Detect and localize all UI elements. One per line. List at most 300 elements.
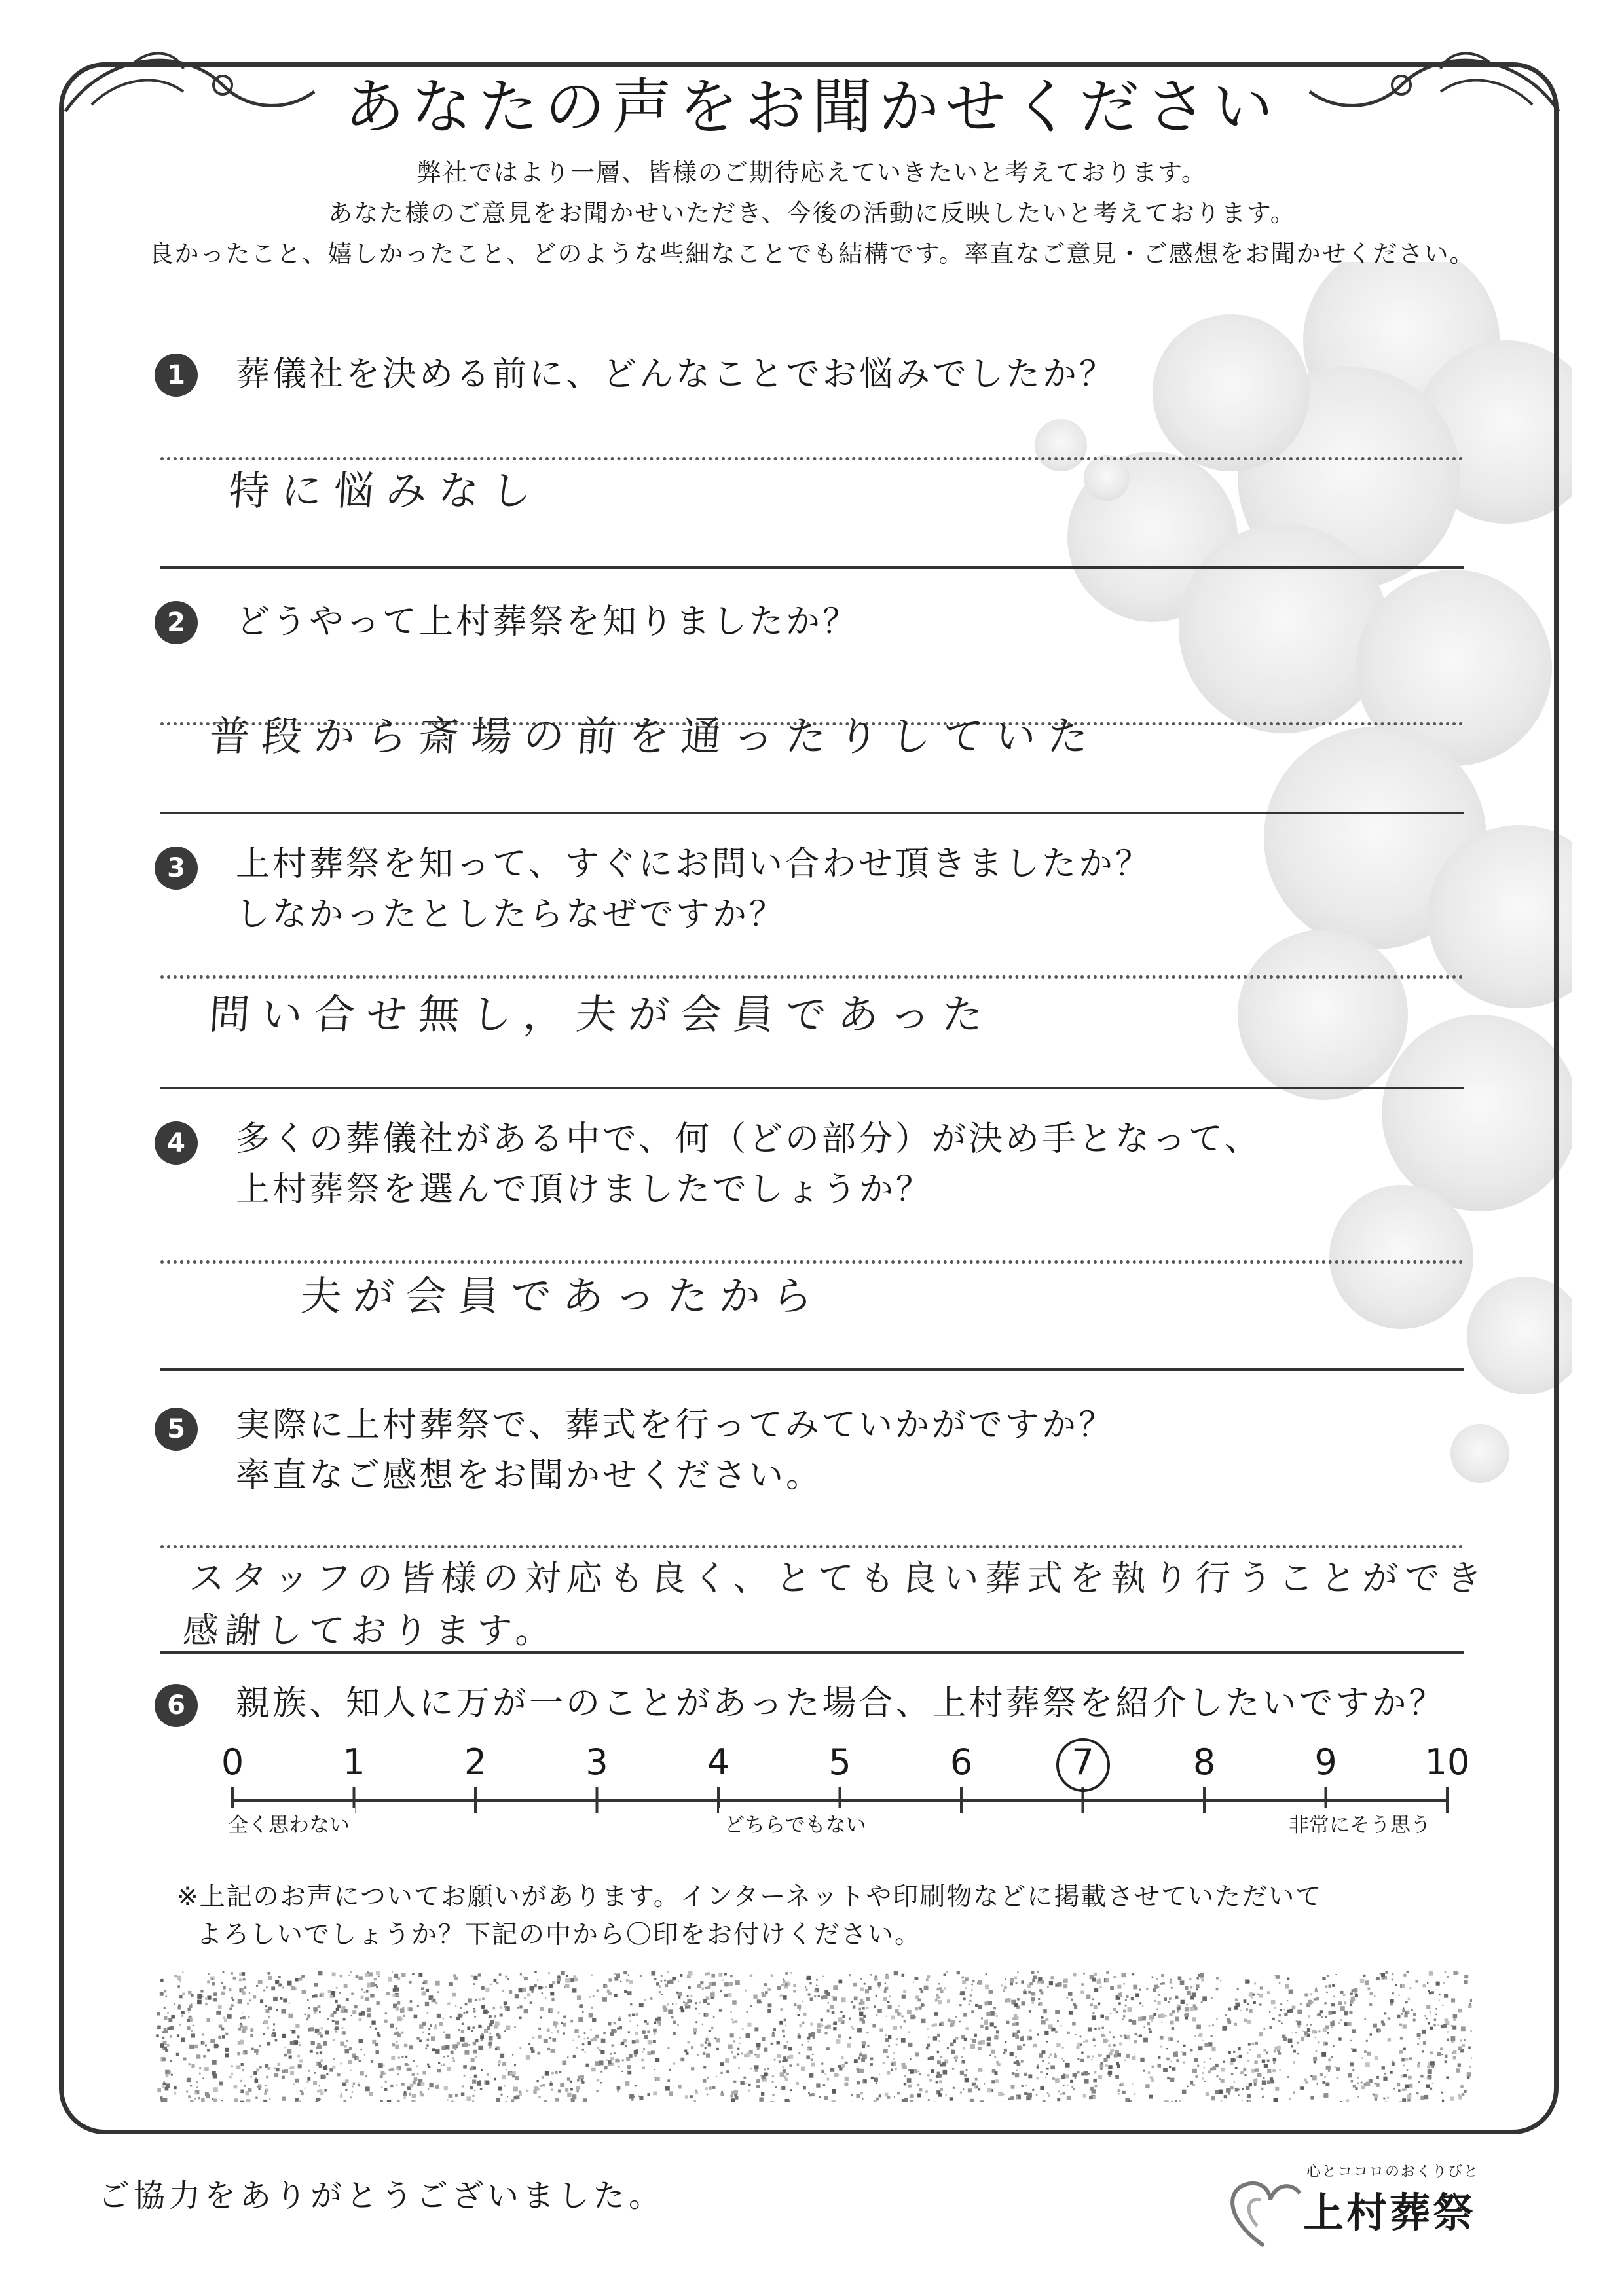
noise-speck xyxy=(618,2066,620,2068)
noise-speck xyxy=(205,2003,208,2005)
noise-speck xyxy=(517,2007,519,2009)
noise-speck xyxy=(393,1988,396,1992)
noise-speck xyxy=(1063,1984,1067,1988)
noise-speck xyxy=(889,1995,890,1997)
scale-label-left: 全く思わない xyxy=(223,1808,355,1838)
noise-speck xyxy=(910,2069,914,2074)
noise-speck xyxy=(449,2094,453,2098)
noise-speck xyxy=(827,2009,830,2012)
noise-speck xyxy=(213,1992,217,1996)
noise-speck xyxy=(187,2026,191,2030)
noise-speck xyxy=(282,2034,286,2038)
noise-speck xyxy=(1063,2073,1065,2075)
noise-speck xyxy=(600,2071,602,2073)
noise-speck xyxy=(166,2074,168,2077)
noise-speck xyxy=(473,2026,475,2028)
noise-speck xyxy=(333,1995,335,1997)
noise-speck xyxy=(567,2077,570,2080)
noise-speck xyxy=(423,1982,425,1984)
noise-speck xyxy=(1123,2010,1126,2013)
noise-speck xyxy=(342,2027,344,2029)
noise-speck xyxy=(283,1999,287,2003)
noise-speck xyxy=(1402,2098,1406,2102)
noise-speck xyxy=(1032,1979,1035,1982)
noise-speck xyxy=(939,1987,942,1990)
noise-speck xyxy=(371,2021,375,2025)
noise-speck xyxy=(183,2058,187,2061)
noise-speck xyxy=(516,2095,520,2099)
noise-speck xyxy=(1177,2005,1180,2007)
noise-speck xyxy=(1061,2058,1063,2059)
noise-speck xyxy=(582,2043,585,2046)
noise-speck xyxy=(304,2014,306,2016)
noise-speck xyxy=(532,2037,534,2039)
noise-speck xyxy=(494,1979,497,1982)
noise-speck xyxy=(163,2083,166,2086)
noise-speck xyxy=(1325,2016,1327,2018)
noise-speck xyxy=(955,2056,959,2060)
noise-speck xyxy=(311,2041,315,2045)
noise-speck xyxy=(496,2098,500,2102)
noise-speck xyxy=(319,2085,320,2086)
scale-number-1[interactable]: 1 xyxy=(342,1741,365,1783)
noise-speck xyxy=(278,2063,281,2066)
noise-speck xyxy=(1439,1999,1440,2001)
noise-speck xyxy=(771,1974,773,1977)
noise-speck xyxy=(1402,2009,1405,2012)
noise-speck xyxy=(1246,1980,1249,1983)
noise-speck xyxy=(482,1997,485,2000)
noise-speck xyxy=(762,2037,765,2041)
noise-speck xyxy=(1382,2066,1385,2069)
noise-speck xyxy=(358,1976,363,1980)
noise-speck xyxy=(489,2046,491,2049)
noise-speck xyxy=(1083,2094,1086,2097)
noise-speck xyxy=(618,2018,621,2021)
noise-speck xyxy=(803,2013,807,2016)
noise-speck xyxy=(963,1998,966,2001)
noise-speck xyxy=(1389,2018,1390,2019)
noise-speck xyxy=(821,2063,823,2065)
noise-speck xyxy=(551,2089,553,2091)
noise-speck xyxy=(425,2002,429,2006)
scale-number-5[interactable]: 5 xyxy=(828,1741,851,1783)
noise-speck xyxy=(962,1977,965,1979)
noise-speck xyxy=(984,2020,988,2025)
noise-speck xyxy=(1253,2001,1256,2004)
noise-speck xyxy=(822,2071,825,2073)
noise-speck xyxy=(1113,2008,1116,2011)
noise-speck xyxy=(1043,2011,1044,2013)
noise-speck xyxy=(969,2000,971,2002)
noise-speck xyxy=(1335,1974,1337,1975)
noise-speck xyxy=(297,2055,300,2058)
noise-speck xyxy=(944,1974,946,1976)
noise-speck xyxy=(331,1991,335,1995)
noise-speck xyxy=(164,2007,166,2009)
company-tagline: 心とココロのおくりびと xyxy=(1306,2164,1480,2180)
noise-speck xyxy=(1274,2050,1276,2053)
noise-speck xyxy=(282,2076,285,2079)
noise-speck xyxy=(644,2020,647,2023)
noise-speck xyxy=(1431,1991,1434,1994)
noise-speck xyxy=(800,2024,802,2027)
noise-speck xyxy=(170,2035,172,2038)
noise-speck xyxy=(1006,1998,1010,2002)
noise-speck xyxy=(653,2092,657,2096)
noise-speck xyxy=(301,2092,304,2096)
noise-speck xyxy=(1016,2022,1019,2025)
noise-speck xyxy=(1429,1971,1433,1976)
noise-speck xyxy=(1301,2087,1304,2090)
noise-speck xyxy=(678,1996,680,1999)
noise-speck xyxy=(876,2082,878,2084)
noise-speck xyxy=(826,2047,830,2050)
page-title xyxy=(0,59,1624,145)
noise-speck xyxy=(876,2014,878,2016)
noise-speck xyxy=(614,2030,617,2033)
noise-speck xyxy=(1134,2040,1137,2043)
noise-speck xyxy=(280,1997,283,2000)
noise-speck xyxy=(887,1975,889,1976)
noise-speck xyxy=(621,2071,623,2072)
noise-speck xyxy=(1350,1992,1353,1995)
noise-speck xyxy=(1211,2035,1213,2037)
question-3-text-line-2: しなかったとしたらなぜですか？ xyxy=(236,895,786,934)
noise-speck xyxy=(540,2016,542,2018)
noise-speck xyxy=(1216,2018,1218,2020)
noise-speck xyxy=(773,2028,776,2031)
noise-speck xyxy=(1471,2057,1472,2059)
noise-speck xyxy=(985,2001,989,2005)
noise-speck xyxy=(1430,2011,1431,2013)
noise-speck xyxy=(1036,2077,1039,2080)
noise-speck xyxy=(585,2064,589,2067)
noise-speck xyxy=(1225,2014,1227,2016)
noise-speck xyxy=(1340,2101,1342,2102)
noise-speck xyxy=(1094,1973,1097,1976)
noise-speck xyxy=(860,2018,864,2021)
noise-speck xyxy=(506,2101,507,2102)
scale-number-4[interactable]: 4 xyxy=(707,1741,730,1783)
noise-speck xyxy=(561,2022,563,2024)
noise-speck xyxy=(756,2085,760,2088)
noise-speck xyxy=(1409,2057,1412,2060)
noise-speck xyxy=(481,2039,483,2041)
noise-speck xyxy=(623,1971,627,1974)
noise-speck xyxy=(435,1981,440,1986)
noise-speck xyxy=(838,2017,843,2022)
noise-speck xyxy=(258,1980,263,1984)
noise-speck xyxy=(190,2100,193,2102)
noise-speck xyxy=(165,2087,169,2091)
noise-speck xyxy=(179,2024,181,2026)
noise-speck xyxy=(664,1980,666,1982)
answer-guide-line xyxy=(160,1545,1464,1548)
noise-speck xyxy=(1386,1971,1388,1974)
noise-speck xyxy=(445,2045,449,2049)
redacted-permission-area xyxy=(156,1971,1472,2102)
noise-speck xyxy=(191,2033,195,2037)
noise-speck xyxy=(782,2030,785,2033)
noise-speck xyxy=(160,1992,164,1996)
noise-speck xyxy=(1156,1978,1158,1980)
noise-speck xyxy=(866,2007,869,2009)
noise-speck xyxy=(1443,2024,1447,2028)
noise-speck xyxy=(1312,2075,1317,2080)
noise-speck xyxy=(864,1983,866,1985)
noise-speck xyxy=(939,2023,942,2026)
noise-speck xyxy=(310,2050,313,2053)
noise-speck xyxy=(162,2086,164,2088)
noise-speck xyxy=(340,2042,344,2046)
noise-speck xyxy=(857,2028,862,2033)
noise-speck xyxy=(927,2074,930,2077)
noise-speck xyxy=(1041,2016,1043,2019)
noise-speck xyxy=(1110,1986,1114,1990)
noise-speck xyxy=(965,1977,969,1981)
noise-speck xyxy=(259,2045,261,2047)
scale-number-6[interactable]: 6 xyxy=(950,1741,973,1783)
noise-speck xyxy=(1109,2031,1111,2033)
noise-speck xyxy=(293,2084,295,2085)
noise-speck xyxy=(1373,2024,1377,2028)
noise-speck xyxy=(936,1994,938,1996)
noise-speck xyxy=(229,2076,231,2078)
noise-speck xyxy=(1167,2077,1170,2079)
noise-speck xyxy=(421,2082,425,2086)
noise-speck xyxy=(1340,2006,1345,2011)
noise-speck xyxy=(396,2007,399,2011)
noise-speck xyxy=(427,2039,430,2041)
noise-speck xyxy=(750,2005,752,2007)
noise-speck xyxy=(963,2013,967,2017)
noise-speck xyxy=(504,2001,507,2005)
noise-speck xyxy=(976,2086,978,2088)
noise-speck xyxy=(174,1975,177,1977)
noise-speck xyxy=(315,2101,318,2102)
noise-speck xyxy=(574,2029,578,2033)
noise-speck xyxy=(1116,2062,1119,2066)
noise-speck xyxy=(706,2054,710,2058)
noise-speck xyxy=(198,2097,200,2099)
noise-speck xyxy=(888,2005,892,2009)
noise-speck xyxy=(289,2003,290,2004)
noise-speck xyxy=(946,1971,948,1973)
noise-speck xyxy=(764,2073,768,2077)
noise-speck xyxy=(733,2041,735,2043)
noise-speck xyxy=(498,2064,500,2066)
noise-speck xyxy=(1398,1995,1399,1996)
noise-speck xyxy=(214,2044,219,2049)
noise-speck xyxy=(971,1984,972,1985)
intro-line-2: あなた様のご意見をお聞かせいただき、今後の活動に反映したいと考えております。 xyxy=(328,199,1296,227)
noise-speck xyxy=(1402,2089,1405,2092)
noise-speck xyxy=(213,2098,217,2102)
noise-speck xyxy=(735,2096,739,2100)
noise-speck xyxy=(1003,1989,1005,1992)
noise-speck xyxy=(767,2009,771,2013)
noise-speck xyxy=(746,2011,748,2013)
noise-speck xyxy=(268,2007,272,2010)
scale-number-10[interactable]: 10 xyxy=(1424,1741,1470,1783)
noise-speck xyxy=(774,2059,776,2061)
noise-speck xyxy=(1430,2088,1432,2090)
noise-speck xyxy=(480,2088,483,2090)
noise-speck xyxy=(719,1973,723,1977)
noise-speck xyxy=(1297,2021,1301,2025)
noise-speck xyxy=(1004,1986,1007,1989)
noise-speck xyxy=(975,2078,978,2081)
noise-speck xyxy=(1224,2095,1227,2098)
noise-speck xyxy=(697,1984,701,1988)
noise-speck xyxy=(412,2073,415,2076)
noise-speck xyxy=(349,2047,352,2050)
noise-speck xyxy=(1442,2100,1444,2102)
noise-speck xyxy=(570,2020,573,2022)
noise-speck xyxy=(703,2052,705,2055)
noise-speck xyxy=(551,2049,555,2053)
noise-speck xyxy=(191,2003,192,2005)
noise-speck xyxy=(1143,2070,1145,2072)
noise-speck xyxy=(684,2050,687,2052)
noise-speck xyxy=(551,1998,554,2001)
noise-speck xyxy=(337,2005,341,2009)
noise-speck xyxy=(1375,2098,1377,2101)
noise-speck xyxy=(1080,2059,1084,2062)
noise-speck xyxy=(853,1983,857,1987)
noise-speck xyxy=(1016,2070,1017,2071)
noise-speck xyxy=(1325,1985,1327,1988)
noise-speck xyxy=(1383,2077,1387,2081)
scale-number-7[interactable]: 7 xyxy=(1071,1741,1094,1783)
noise-speck xyxy=(1118,2002,1121,2005)
noise-speck xyxy=(832,2089,836,2094)
noise-speck xyxy=(242,2029,246,2033)
noise-speck xyxy=(1428,2022,1430,2025)
noise-speck xyxy=(669,2091,673,2096)
noise-speck xyxy=(1029,2037,1032,2040)
noise-speck xyxy=(542,1992,543,1994)
noise-speck xyxy=(1061,2075,1065,2079)
noise-speck xyxy=(1216,1988,1219,1990)
noise-speck xyxy=(724,1994,728,1997)
noise-speck xyxy=(549,1984,553,1988)
noise-speck xyxy=(926,1978,929,1981)
noise-speck xyxy=(832,2100,836,2102)
noise-speck xyxy=(1194,2058,1198,2062)
noise-speck xyxy=(1022,1980,1025,1984)
scale-number-2[interactable]: 2 xyxy=(464,1741,487,1783)
noise-speck xyxy=(299,2044,301,2046)
noise-speck xyxy=(1382,2023,1385,2026)
noise-speck xyxy=(206,2094,210,2099)
noise-speck xyxy=(1298,2025,1301,2028)
noise-speck xyxy=(409,2045,413,2049)
noise-speck xyxy=(1357,2077,1359,2079)
noise-speck xyxy=(1316,2050,1318,2052)
scale-number-8[interactable]: 8 xyxy=(1192,1741,1216,1783)
noise-speck xyxy=(1117,1985,1121,1989)
noise-speck xyxy=(1149,2015,1154,2020)
noise-speck xyxy=(512,2054,513,2056)
noise-speck xyxy=(597,2079,600,2082)
noise-speck xyxy=(1321,2052,1326,2057)
noise-speck xyxy=(1005,1978,1006,1980)
noise-speck xyxy=(1420,2075,1424,2078)
noise-speck xyxy=(608,2022,612,2026)
noise-speck xyxy=(653,2040,656,2043)
noise-speck xyxy=(1467,2072,1471,2077)
noise-speck xyxy=(1130,2101,1133,2102)
noise-speck xyxy=(769,1989,771,1990)
noise-speck xyxy=(1382,1977,1384,1980)
noise-speck xyxy=(278,1976,281,1978)
scale-number-9[interactable]: 9 xyxy=(1314,1741,1337,1783)
noise-speck xyxy=(1080,2044,1082,2046)
noise-speck xyxy=(1327,2032,1329,2034)
noise-speck xyxy=(298,2064,302,2068)
noise-speck xyxy=(314,1983,318,1987)
noise-speck xyxy=(1132,1973,1134,1976)
scale-number-0[interactable]: 0 xyxy=(221,1741,244,1783)
noise-speck xyxy=(1392,2061,1394,2063)
noise-speck xyxy=(981,2018,983,2020)
noise-speck xyxy=(777,2041,780,2044)
noise-speck xyxy=(341,2033,343,2035)
noise-speck xyxy=(1004,2049,1007,2052)
noise-speck xyxy=(707,1972,710,1975)
noise-speck xyxy=(576,2086,580,2090)
noise-speck xyxy=(614,2052,616,2054)
noise-speck xyxy=(1323,2081,1325,2084)
section-divider xyxy=(160,1087,1464,1089)
noise-speck xyxy=(396,2028,397,2030)
noise-speck xyxy=(522,1988,526,1992)
noise-speck xyxy=(524,1977,528,1980)
noise-speck xyxy=(643,2048,645,2050)
noise-speck xyxy=(910,2100,914,2102)
noise-speck xyxy=(1257,2073,1262,2077)
noise-speck xyxy=(1235,1999,1238,2001)
noise-speck xyxy=(654,2069,655,2070)
noise-speck xyxy=(891,2063,894,2066)
noise-speck xyxy=(685,2006,688,2009)
noise-speck xyxy=(1405,2085,1409,2088)
noise-speck xyxy=(464,2050,469,2055)
noise-speck xyxy=(1321,2016,1323,2018)
noise-speck xyxy=(223,1971,225,1973)
noise-speck xyxy=(396,2068,399,2070)
noise-speck xyxy=(1062,2047,1064,2049)
noise-speck xyxy=(695,2091,698,2094)
noise-speck xyxy=(447,2056,449,2057)
noise-speck xyxy=(1094,2028,1096,2030)
noise-speck xyxy=(896,2038,898,2040)
noise-speck xyxy=(403,2015,405,2017)
noise-speck xyxy=(1022,2085,1024,2087)
noise-speck xyxy=(565,1978,570,1983)
noise-speck xyxy=(1392,1979,1393,1981)
noise-speck xyxy=(669,2069,671,2071)
noise-speck xyxy=(578,2017,583,2022)
noise-speck xyxy=(814,1990,817,1992)
scale-number-3[interactable]: 3 xyxy=(585,1741,608,1783)
noise-speck xyxy=(1344,2001,1346,2004)
noise-speck xyxy=(1094,2045,1096,2046)
noise-speck xyxy=(913,2069,918,2073)
noise-speck xyxy=(370,2026,372,2028)
